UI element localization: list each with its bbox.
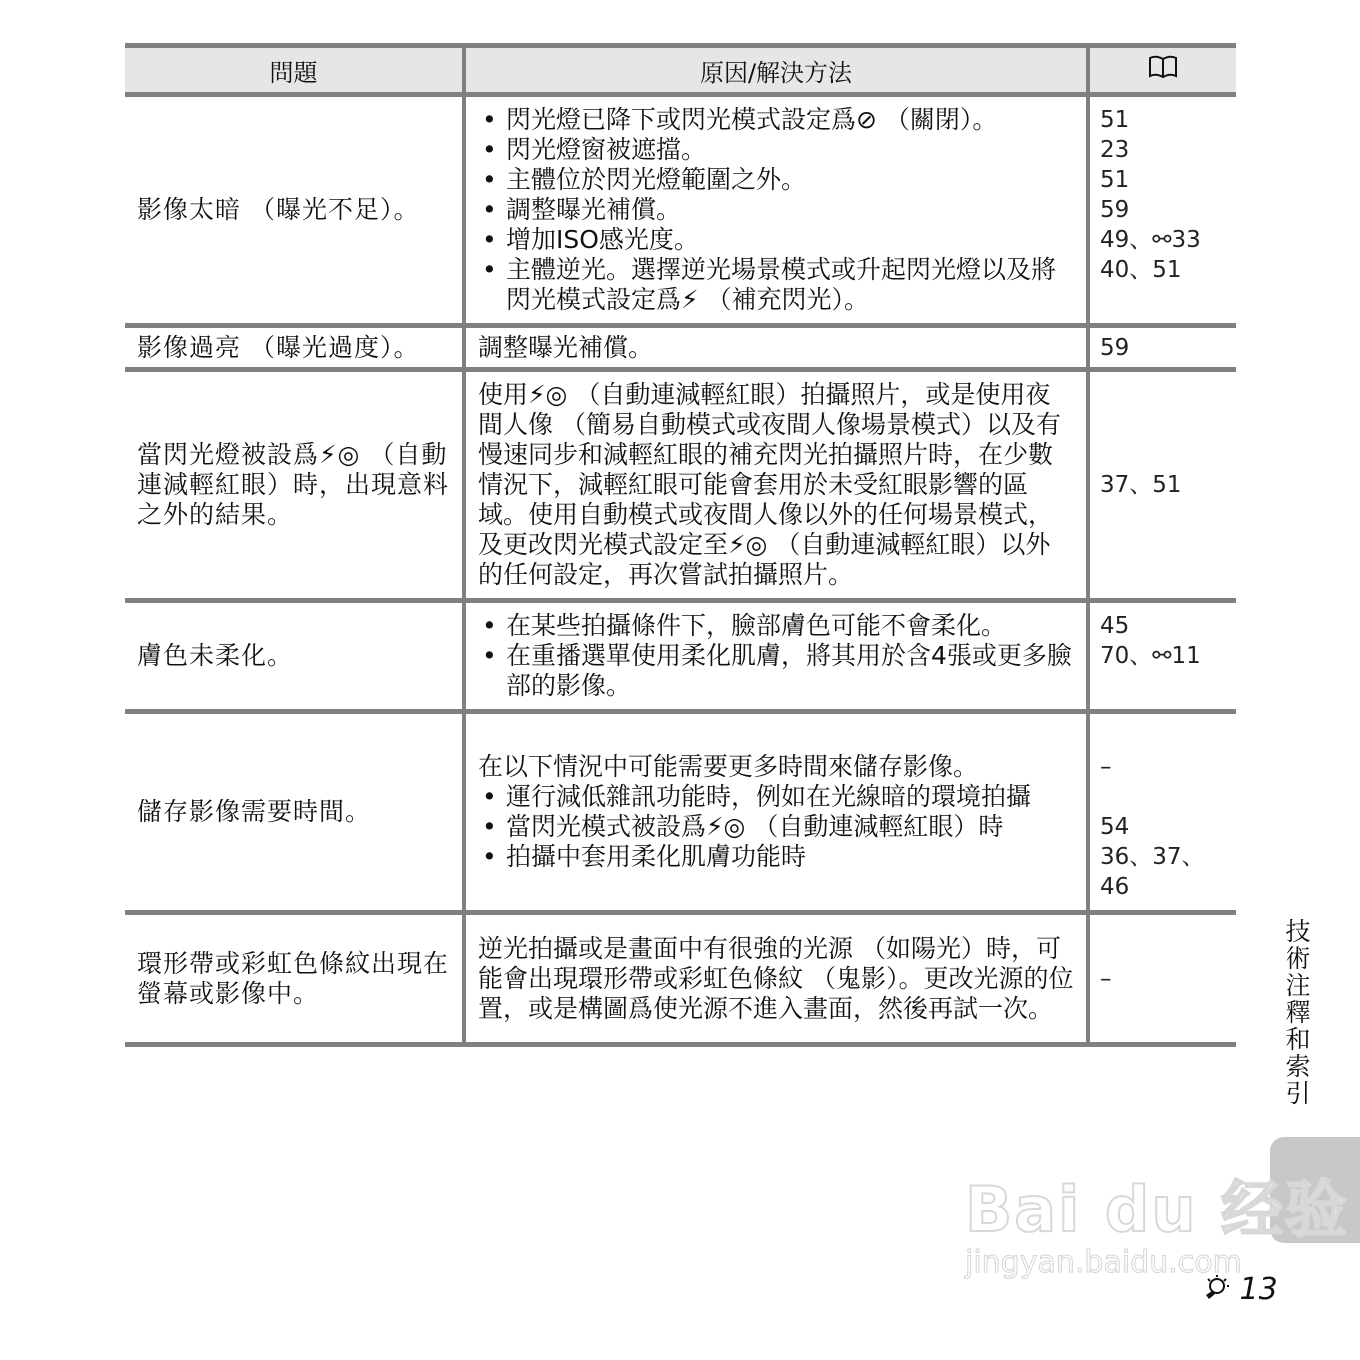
table-header-row: [125, 46, 1236, 95]
page-ref[interactable]: 59: [1100, 197, 1130, 223]
table-row: [125, 601, 1236, 712]
list-item: • 主體位於閃光燈範圍之外。: [478, 165, 1074, 195]
cause-cell: [464, 95, 1088, 326]
problem-cell: 影像過亮 （曝光過度）。: [125, 326, 464, 370]
table-row: [125, 326, 1236, 370]
problem-cell: 當閃光燈被設爲⚡◎ （自動連減輕紅眼）時，出現意料之外的結果。: [125, 370, 464, 601]
cause-cell: [464, 601, 1088, 712]
list-item: • 增加ISO感光度。: [478, 225, 1074, 255]
page-ref[interactable]: 70、⚯11: [1100, 643, 1201, 669]
page-ref[interactable]: –: [1100, 754, 1112, 780]
problem-cell: 環形帶或彩虹色條紋出現在螢幕或影像中。: [125, 913, 464, 1045]
list-item: • 在某些拍攝條件下，臉部膚色可能不會柔化。: [478, 611, 1074, 641]
refs-cell: [1088, 913, 1236, 1045]
page-number: 13: [1200, 1272, 1278, 1307]
lightbulb-icon: [1200, 1272, 1240, 1307]
list-item: • 閃光燈已降下或閃光模式設定爲⊘ （關閉）。: [478, 105, 1074, 135]
troubleshooting-table: [125, 43, 1236, 1047]
section-side-label: 技術注釋和索引: [1282, 918, 1311, 1107]
table-row: [125, 712, 1236, 913]
page-ref[interactable]: –: [1100, 965, 1112, 992]
list-item: • 運行減低雜訊功能時，例如在光線暗的環境拍攝: [478, 782, 1074, 812]
problem-cell: 影像太暗 （曝光不足）。: [125, 95, 464, 326]
page-ref[interactable]: 45: [1100, 613, 1130, 639]
baidu-watermark: [965, 1160, 1349, 1280]
intro-text: 在以下情況中可能需要更多時間來儲存影像。: [478, 752, 979, 781]
problem-cell: 膚色未柔化。: [125, 601, 464, 712]
page-ref[interactable]: 51: [1100, 167, 1130, 193]
page-ref[interactable]: 36、37、46: [1100, 844, 1205, 900]
list-item: • 主體逆光。選擇逆光場景模式或升起閃光燈以及將閃光模式設定爲⚡ （補充閃光）。: [478, 255, 1074, 315]
table-row: [125, 370, 1236, 601]
page-ref[interactable]: 59: [1100, 334, 1130, 361]
refs-cell: [1088, 601, 1236, 712]
cause-cell: 逆光拍攝或是畫面中有很強的光源 （如陽光）時，可能會出現環形帶或彩虹色條紋 （鬼影）。更改光源的位置，或是構圖爲使光源不進入畫面，然後再試一次。: [464, 913, 1088, 1045]
watermark-logo: Bai du 经验: [965, 1173, 1350, 1246]
table-row: [125, 913, 1236, 1045]
page-ref[interactable]: 37、51: [1100, 472, 1182, 498]
page-ref[interactable]: 54: [1100, 814, 1130, 840]
list-item: • 閃光燈窗被遮擋。: [478, 135, 1074, 165]
header-problem: 問題: [125, 46, 464, 95]
cause-cell: 調整曝光補償。: [464, 326, 1088, 370]
page-ref[interactable]: 40、51: [1100, 257, 1182, 283]
list-item: • 在重播選單使用柔化肌膚，將其用於含4張或更多臉部的影像。: [478, 641, 1074, 701]
page-ref[interactable]: 51: [1100, 107, 1130, 133]
refs-cell: [1088, 370, 1236, 601]
refs-cell: [1088, 95, 1236, 326]
cause-cell: 使用⚡◎ （自動連減輕紅眼）拍攝照片，或是使用夜間人像 （簡易自動模式或夜間人像場景模式）以及有慢速同步和減輕紅眼的補充閃光拍攝照片時，在少數情況下，減輕紅眼可能會套用於未受紅眼影響的區域。使用自動模式或夜間人像以外的任何場景模式，及更改閃光模式設定至⚡◎ （自動連減輕紅眼）以外的任何設定，再次嘗試拍攝照片。: [464, 370, 1088, 601]
header-cause: 原因/解決方法: [464, 46, 1088, 95]
page-ref[interactable]: 23: [1100, 137, 1130, 163]
problem-cell: 儲存影像需要時間。: [125, 712, 464, 913]
page-ref[interactable]: 49、⚯33: [1100, 227, 1201, 253]
list-item: • 調整曝光補償。: [478, 195, 1074, 225]
list-item: • 拍攝中套用柔化肌膚功能時: [478, 842, 1074, 872]
refs-cell: [1088, 712, 1236, 913]
list-item: • 當閃光模式被設爲⚡◎ （自動連減輕紅眼）時: [478, 812, 1074, 842]
cause-cell: [464, 712, 1088, 913]
watermark-url: jingyan.baidu.com: [965, 1245, 1242, 1280]
book-icon: [1088, 46, 1236, 95]
refs-cell: [1088, 326, 1236, 370]
table-row: [125, 95, 1236, 326]
